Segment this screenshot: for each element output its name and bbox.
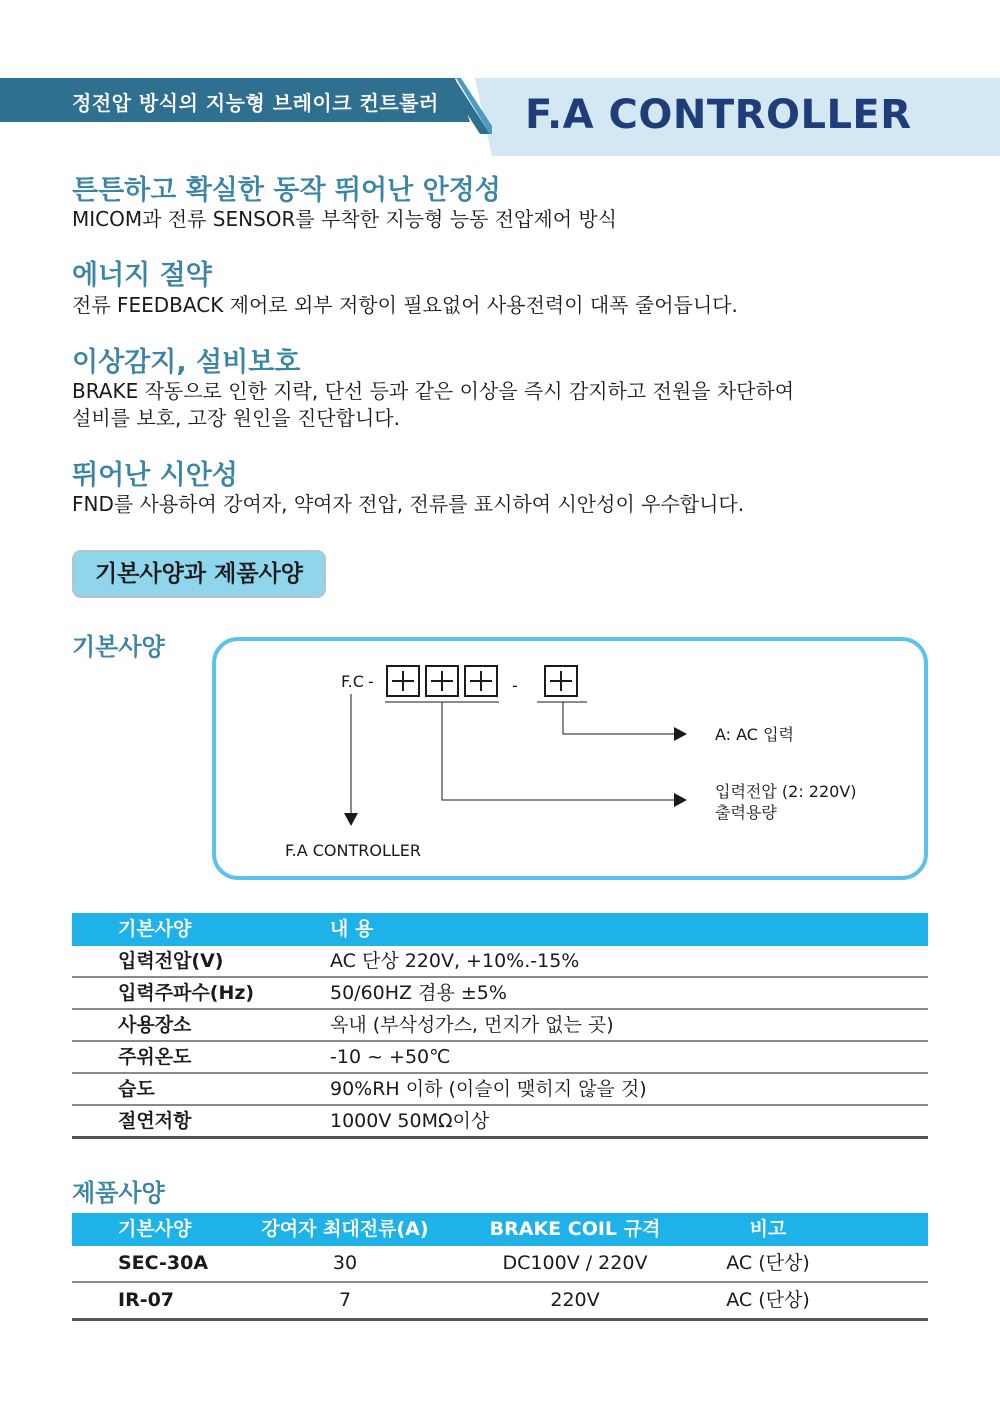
feature-desc-energy: 전류 FEEDBACK 제어로 외부 저항이 필요없어 사용전력이 대폭 줄어듭니다. [72,293,738,317]
code-box-1 [387,666,419,696]
spec-value: 90%RH 이하 (이슬이 맺히지 않을 것) [330,1078,647,1100]
feature-desc-protection-1: BRAKE 작동으로 인한 지락, 단선 등과 같은 이상을 즉시 감지하고 전원을 차단하여 [72,379,795,403]
spec-name: 입력주파수(Hz) [118,982,255,1004]
label-output-capacity: 출력용량 [715,803,777,822]
product-coil-spec: 220V [550,1289,600,1311]
table-row [72,1042,928,1074]
spec-name: 주위온도 [118,1046,192,1068]
table-row [72,978,928,1010]
table-header [72,1213,928,1246]
spec-value: -10 ~ +50℃ [330,1046,451,1068]
label-ac-input: A: AC 입력 [715,725,794,744]
code-dash-1: - [368,672,374,691]
table-row [72,1010,928,1042]
header-cell: 기본사양 [118,918,192,940]
spec-name: 절연저항 [118,1110,192,1132]
banner-subtitle: 정전압 방식의 지능형 브레이크 컨트롤러 [72,91,439,115]
header-cell: 강여자 최대전류(A) [261,1218,429,1240]
header-cell: BRAKE COIL 규격 [489,1218,661,1240]
spec-value: 옥내 (부삭성가스, 먼지가 없는 곳) [330,1014,614,1036]
basic-spec-table [72,913,928,1139]
code-box-2 [426,666,458,696]
product-max-current: 7 [338,1289,352,1311]
feature-title-stability: 튼튼하고 확실한 동작 뛰어난 안정성 [72,175,501,206]
feature-desc-visibility: FND를 사용하여 강여자, 약여자 전압, 전류를 표시하여 시안성이 우수합니다. [72,492,745,516]
product-note: AC (단상) [726,1289,810,1311]
code-box-4 [545,666,577,696]
table-row [72,1246,928,1283]
spec-value: 50/60HZ 겸용 ±5% [330,982,507,1004]
spec-value: AC 단상 220V, +10%.-15% [330,950,580,972]
feature-title-visibility: 뛰어난 시안성 [72,460,238,491]
product-max-current: 30 [332,1252,358,1274]
product-spec-table [72,1213,928,1321]
product-model: SEC-30A [118,1252,209,1274]
header-cell: 비고 [749,1218,787,1240]
feature-desc-stability: MICOM과 전류 SENSOR를 부착한 지능형 능동 전압제어 방식 [72,207,618,231]
label-input-voltage: 입력전압 (2: 220V) [715,782,857,801]
table-header [72,913,928,946]
spec-section-pill: 기본사양과 제품사양 [72,550,326,598]
spec-name: 입력전압(V) [118,950,224,972]
code-dash-2: - [512,676,518,695]
table-row [72,1106,928,1139]
feature-title-protection: 이상감지, 설비보호 [72,347,301,378]
banner-title: F.A CONTROLLER [525,92,912,138]
table-row [72,1074,928,1106]
feature-desc-protection-2: 설비를 보호, 고장 원인을 진단합니다. [72,406,400,430]
header-cell: 기본사양 [118,1218,192,1240]
product-note: AC (단상) [726,1252,810,1274]
banner-divider [444,78,492,156]
table-row [72,1283,928,1321]
spec-value: 1000V 50MΩ이상 [330,1110,490,1132]
spec-name: 사용장소 [118,1014,192,1036]
code-prefix: F.C [341,672,364,691]
product-spec-title: 제품사양 [72,1179,165,1207]
code-box-3 [465,666,497,696]
product-coil-spec: DC100V / 220V [502,1252,648,1274]
feature-title-energy: 에너지 절약 [72,260,212,291]
label-fa-controller: F.A CONTROLLER [285,841,422,860]
basic-spec-title: 기본사양 [72,633,165,661]
header-cell: 내 용 [330,918,374,940]
table-row [72,946,928,978]
product-model: IR-07 [118,1289,175,1311]
spec-name: 습도 [118,1078,155,1100]
